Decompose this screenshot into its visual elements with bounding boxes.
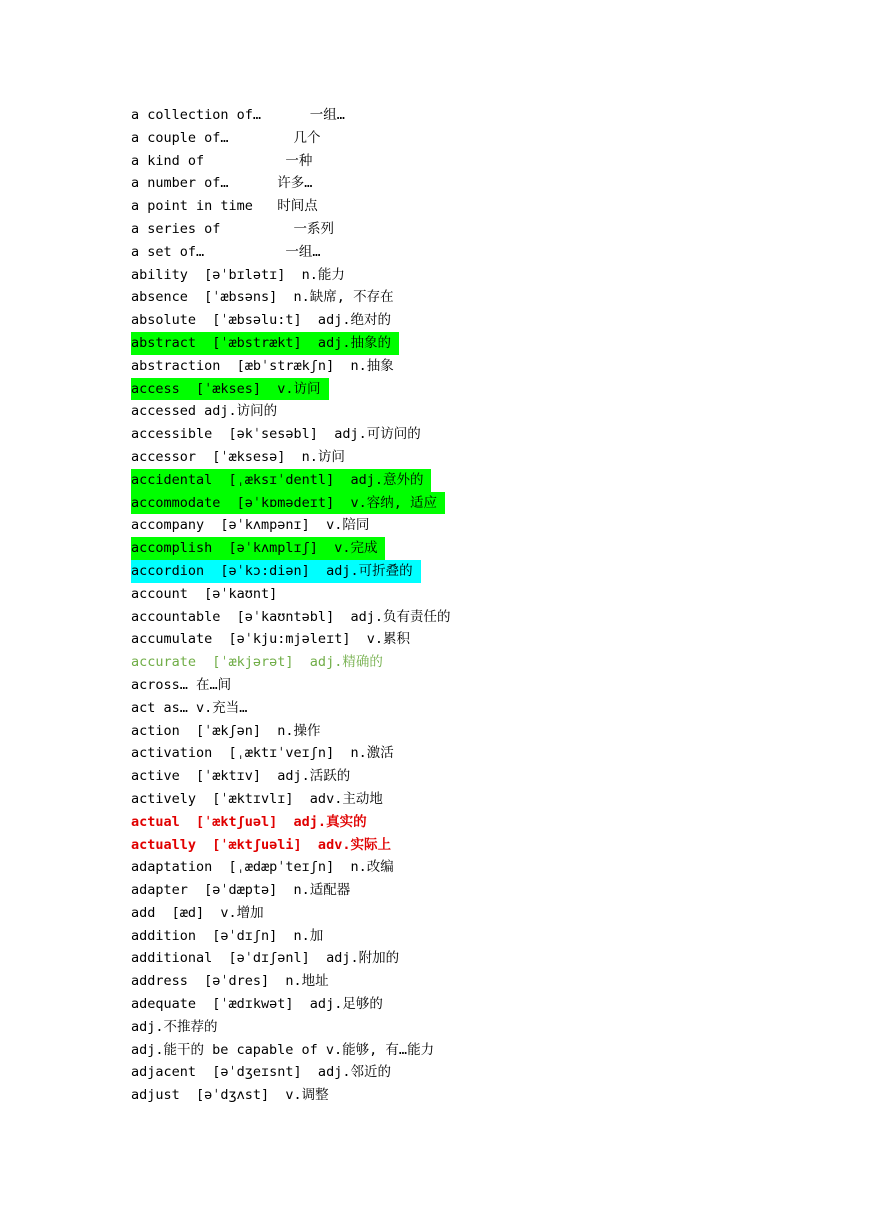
vocab-entry	[131, 286, 831, 309]
vocab-entry	[131, 172, 831, 195]
vocab-entry-text: absolute [ˈæbsəlu:t] adj.绝对的	[131, 312, 391, 329]
vocab-entry	[131, 606, 831, 629]
vocab-entry	[131, 765, 831, 788]
vocab-entry	[131, 583, 831, 606]
vocab-entry-text: accompany [əˈkʌmpənɪ] v.陪同	[131, 517, 370, 534]
vocab-entry-text: a couple of… 几个	[131, 129, 321, 146]
vocab-entry	[131, 879, 831, 902]
vocab-entry-text: a point in time 时间点	[131, 198, 318, 215]
vocab-entry	[131, 423, 831, 446]
vocab-entry	[131, 560, 831, 583]
vocab-entry	[131, 378, 831, 401]
vocab-entry-text: accessible [əkˈsesəbl] adj.可访问的	[131, 426, 421, 443]
vocab-entry-text: adequate [ˈædɪkwət] adj.足够的	[131, 996, 383, 1013]
vocab-entry-text: accumulate [əˈkju:mjəleɪt] v.累积	[131, 631, 410, 648]
vocab-entry	[131, 241, 831, 264]
vocab-entry	[131, 856, 831, 879]
vocab-entry	[131, 469, 831, 492]
vocab-entry	[131, 195, 831, 218]
vocab-entry	[131, 788, 831, 811]
vocab-entry	[131, 1061, 831, 1084]
vocab-entry-text: actually [ˈæktʃuəli] adv.实际上	[131, 836, 391, 853]
vocab-entry-text: adj.不推荐的	[131, 1018, 218, 1035]
vocab-entry	[131, 492, 831, 515]
vocab-entry	[131, 902, 831, 925]
vocab-entry-text: adj.能干的 be capable of v.能够, 有…能力	[131, 1041, 435, 1058]
vocab-entry	[131, 514, 831, 537]
vocab-entry-text: adaptation [ˌædæpˈteɪʃn] n.改编	[131, 859, 394, 876]
vocab-entry-text: abstraction [æbˈstrækʃn] n.抽象	[131, 357, 394, 374]
vocab-entry	[131, 150, 831, 173]
vocab-entry	[131, 720, 831, 743]
vocab-entry-text: accordion [əˈkɔ:diən] adj.可折叠的	[131, 560, 421, 583]
vocab-entry	[131, 309, 831, 332]
vocab-entry	[131, 1039, 831, 1062]
vocab-entry	[131, 947, 831, 970]
vocab-entry-text: addition [əˈdɪʃn] n.加	[131, 927, 324, 944]
vocab-entry-text: additional [əˈdɪʃənl] adj.附加的	[131, 950, 400, 967]
vocab-entry-text: act as… v.充当…	[131, 699, 248, 716]
vocab-entry	[131, 993, 831, 1016]
vocab-entry	[131, 104, 831, 127]
vocab-entry-text: accessed adj.访问的	[131, 403, 278, 420]
vocab-entry	[131, 127, 831, 150]
vocab-entry-text: ability [əˈbɪlətɪ] n.能力	[131, 266, 345, 283]
vocab-entry-text: accomplish [əˈkʌmplɪʃ] v.完成	[131, 537, 385, 560]
vocab-entry	[131, 218, 831, 241]
vocab-entry	[131, 1016, 831, 1039]
vocab-entry	[131, 400, 831, 423]
vocab-entry-text: address [əˈdres] n.地址	[131, 973, 329, 990]
vocab-entry	[131, 264, 831, 287]
vocab-entry	[131, 697, 831, 720]
vocab-entry	[131, 970, 831, 993]
vocab-entry-text: action [ˈækʃən] n.操作	[131, 722, 321, 739]
vocab-entry-text: a series of 一系列	[131, 220, 335, 237]
vocab-entry-text: a set of… 一组…	[131, 243, 321, 260]
vocab-entry	[131, 651, 831, 674]
vocab-entry	[131, 811, 831, 834]
vocab-entry-text: accommodate [əˈkɒmədeɪt] v.容纳, 适应	[131, 492, 445, 515]
vocab-entry-text: a number of… 许多…	[131, 175, 313, 192]
vocab-entry	[131, 674, 831, 697]
vocab-entry	[131, 446, 831, 469]
vocab-entry-text: a kind of 一种	[131, 152, 313, 169]
vocab-entry-text: accountable [əˈkaʊntəbl] adj.负有责任的	[131, 608, 451, 625]
vocab-entry-text: accidental [ˌæksɪˈdentl] adj.意外的	[131, 469, 431, 492]
vocabulary-list	[131, 104, 831, 1107]
vocab-entry-text: a collection of… 一组…	[131, 107, 345, 123]
vocab-entry	[131, 355, 831, 378]
vocab-entry	[131, 628, 831, 651]
vocab-entry-text: across… 在…间	[131, 676, 232, 693]
vocab-entry	[131, 1084, 831, 1107]
vocab-entry	[131, 925, 831, 948]
vocab-entry-text: accessor [ˈæksesə] n.访问	[131, 448, 345, 465]
vocab-entry	[131, 834, 831, 857]
vocab-entry-text: adjacent [əˈdʒeɪsnt] adj.邻近的	[131, 1064, 391, 1081]
vocab-entry-text: actual [ˈæktʃuəl] adj.真实的	[131, 813, 367, 830]
vocab-entry-text: active [ˈæktɪv] adj.活跃的	[131, 768, 351, 785]
vocab-entry-text: activation [ˌæktɪˈveɪʃn] n.激活	[131, 745, 394, 762]
vocab-entry	[131, 332, 831, 355]
vocab-entry-text: add [æd] v.增加	[131, 904, 264, 921]
vocab-entry-text: actively [ˈæktɪvlɪ] adv.主动地	[131, 790, 383, 807]
vocab-entry-text: accurate [ˈækjərət] adj.精确的	[131, 654, 383, 671]
vocab-entry-text: adapter [əˈdæptə] n.适配器	[131, 882, 351, 899]
vocab-entry-text: abstract [ˈæbstrækt] adj.抽象的	[131, 332, 399, 355]
vocab-entry-text: access [ˈækses] v.访问	[131, 378, 329, 401]
vocab-entry-text: adjust [əˈdʒʌst] v.调整	[131, 1087, 329, 1104]
vocab-entry-text: account [əˈkaʊnt]	[131, 585, 278, 602]
vocab-entry	[131, 537, 831, 560]
vocab-entry	[131, 742, 831, 765]
vocab-entry-text: absence [ˈæbsəns] n.缺席, 不存在	[131, 289, 394, 306]
